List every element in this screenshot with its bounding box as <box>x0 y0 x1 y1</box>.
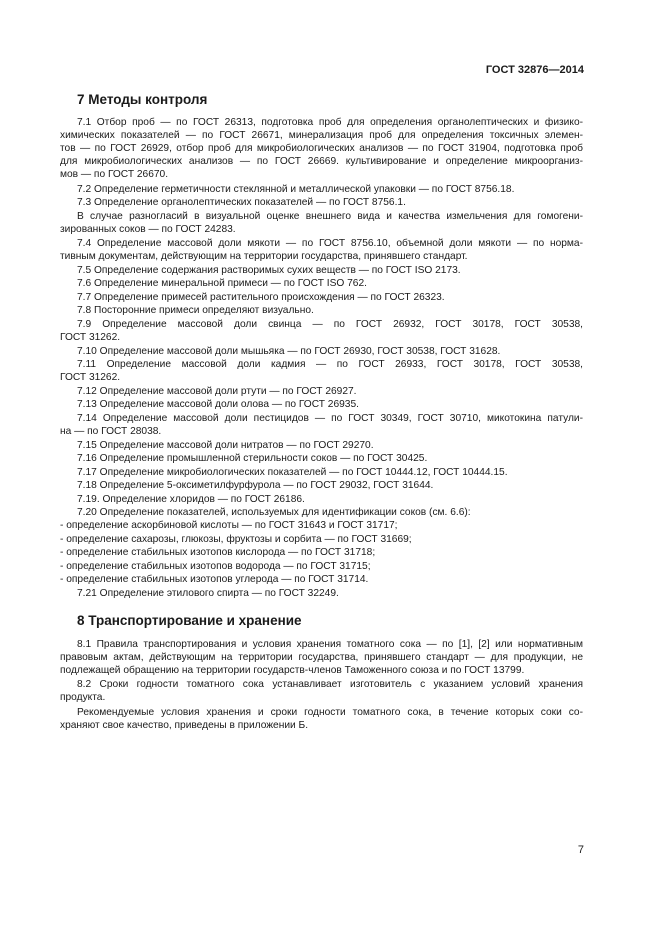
text-line: - определение стабильных изотопов водорода — по ГОСТ 31715; <box>60 561 371 572</box>
text-line: 7.13 Определение массовой доли олова — по ГОСТ 26935. <box>77 399 359 410</box>
text-line: 8.1 Правила транспортирования и условия хранения томатного сока — по [1], [2] или нормативным <box>77 639 583 650</box>
text-line: 7.18 Определение 5-оксиметилфурфурола — по ГОСТ 29032, ГОСТ 31644. <box>77 480 434 491</box>
text-line: 8.2 Сроки годности томатного сока устанавливает изготовитель с указанием условий хранения <box>77 679 583 690</box>
page-number: 7 <box>577 844 584 856</box>
text-line: 7.6 Определение минеральной примеси — по ГОСТ ISO 762. <box>77 278 367 289</box>
text-line: 7.7 Определение примесей растительного происхождения — по ГОСТ 26323. <box>77 292 445 303</box>
text-line: 7.8 Посторонние примеси определяют визуально. <box>77 305 314 316</box>
text-line: - определение стабильных изотопов кислорода — по ГОСТ 31718; <box>60 547 376 558</box>
text-line: на — по ГОСТ 28038. <box>60 426 162 437</box>
text-line: 7.10 Определение массовой доли мышьяка — по ГОСТ 26930, ГОСТ 30538, ГОСТ 31628. <box>77 346 501 357</box>
text-line: продукта. <box>60 692 106 703</box>
text-line: 7.21 Определение этилового спирта — по ГОСТ 32249. <box>77 588 339 599</box>
text-line: 7.1 Отбор проб — по ГОСТ 26313, подготовка проб для определения органолептических и физико- <box>77 117 583 128</box>
text-line: 7.11 Определение массовой доли кадмия — по ГОСТ 26933, ГОСТ 30178, ГОСТ 30538, <box>77 359 583 370</box>
text-line: - определение стабильных изотопов углерода — по ГОСТ 31714. <box>60 574 369 585</box>
text-line: В случае разногласий в визуальной оценке внешнего вида и качества измельчения для гомогени- <box>77 211 583 222</box>
text-line: 7.5 Определение содержания растворимых сухих веществ — по ГОСТ ISO 2173. <box>77 265 461 276</box>
text-line: 7.12 Определение массовой доли ртути — по ГОСТ 26927. <box>77 386 357 397</box>
text-line: мов — по ГОСТ 26670. <box>60 169 169 180</box>
text-line: 7.4 Определение массовой доли мякоти — по ГОСТ 8756.10, объемной доли мякоти — по норма- <box>77 238 583 249</box>
text-line: - определение аскорбиновой кислоты — по ГОСТ 31643 и ГОСТ 31717; <box>60 520 398 531</box>
text-line: храняют свое качество, приведены в приложении Б. <box>60 720 309 731</box>
text-line: подлежащей обращению на территории государств-членов Таможенного союза и по ГОСТ 13799. <box>60 665 525 676</box>
document-header: ГОСТ 32876—2014 <box>485 64 584 76</box>
text-line: 7.2 Определение герметичности стеклянной и металлической упаковки — по ГОСТ 8756.18. <box>77 184 515 195</box>
text-line: тивным документам, действующим на территории государства, принявшего стандарт. <box>60 251 468 262</box>
text-line: химических показателей — по ГОСТ 26671, минерализация проб для определения токсичных элемен- <box>60 130 583 141</box>
text-line: Рекомендуемые условия хранения и сроки годности томатного сока, в течение которых соки со- <box>77 707 583 718</box>
text-line: 7.17 Определение микробиологических показателей — по ГОСТ 10444.12, ГОСТ 10444.15. <box>77 467 508 478</box>
text-line: 7.14 Определение массовой доли пестицидов — по ГОСТ 30349, ГОСТ 30710, микотокина патули- <box>77 413 583 424</box>
text-line: 7.3 Определение органолептических показателей — по ГОСТ 8756.1. <box>77 197 406 208</box>
section-8-title: 8 Транспортирование и хранение <box>77 613 302 628</box>
text-line: - определение сахарозы, глюкозы, фруктозы и сорбита — по ГОСТ 31669; <box>60 534 412 545</box>
text-line: для микробиологических анализов — по ГОСТ 26669. культивирование и определение микроорганиз- <box>60 156 583 167</box>
text-line: 7.16 Определение промышленной стерильности соков — по ГОСТ 30425. <box>77 453 428 464</box>
text-line: правовым актам, действующим на территории государства, принявшего стандарт — для продукции, не <box>60 652 583 663</box>
text-line: 7.9 Определение массовой доли свинца — по ГОСТ 26932, ГОСТ 30178, ГОСТ 30538, <box>77 319 583 330</box>
text-line: ГОСТ 31262. <box>60 332 121 343</box>
text-line: 7.15 Определение массовой доли нитратов — по ГОСТ 29270. <box>77 440 374 451</box>
text-line: ГОСТ 31262. <box>60 372 121 383</box>
text-line: тов — по ГОСТ 26929, отбор проб для микробиологических анализов — по ГОСТ 31904, подготовка проб <box>60 143 583 154</box>
section-7-title: 7 Методы контроля <box>77 92 208 107</box>
text-line: 7.19. Определение хлоридов — по ГОСТ 26186. <box>77 494 305 505</box>
text-line: зированных соков — по ГОСТ 24283. <box>60 224 236 235</box>
text-line: 7.20 Определение показателей, используемых для идентификации соков (см. 6.6): <box>77 507 471 518</box>
